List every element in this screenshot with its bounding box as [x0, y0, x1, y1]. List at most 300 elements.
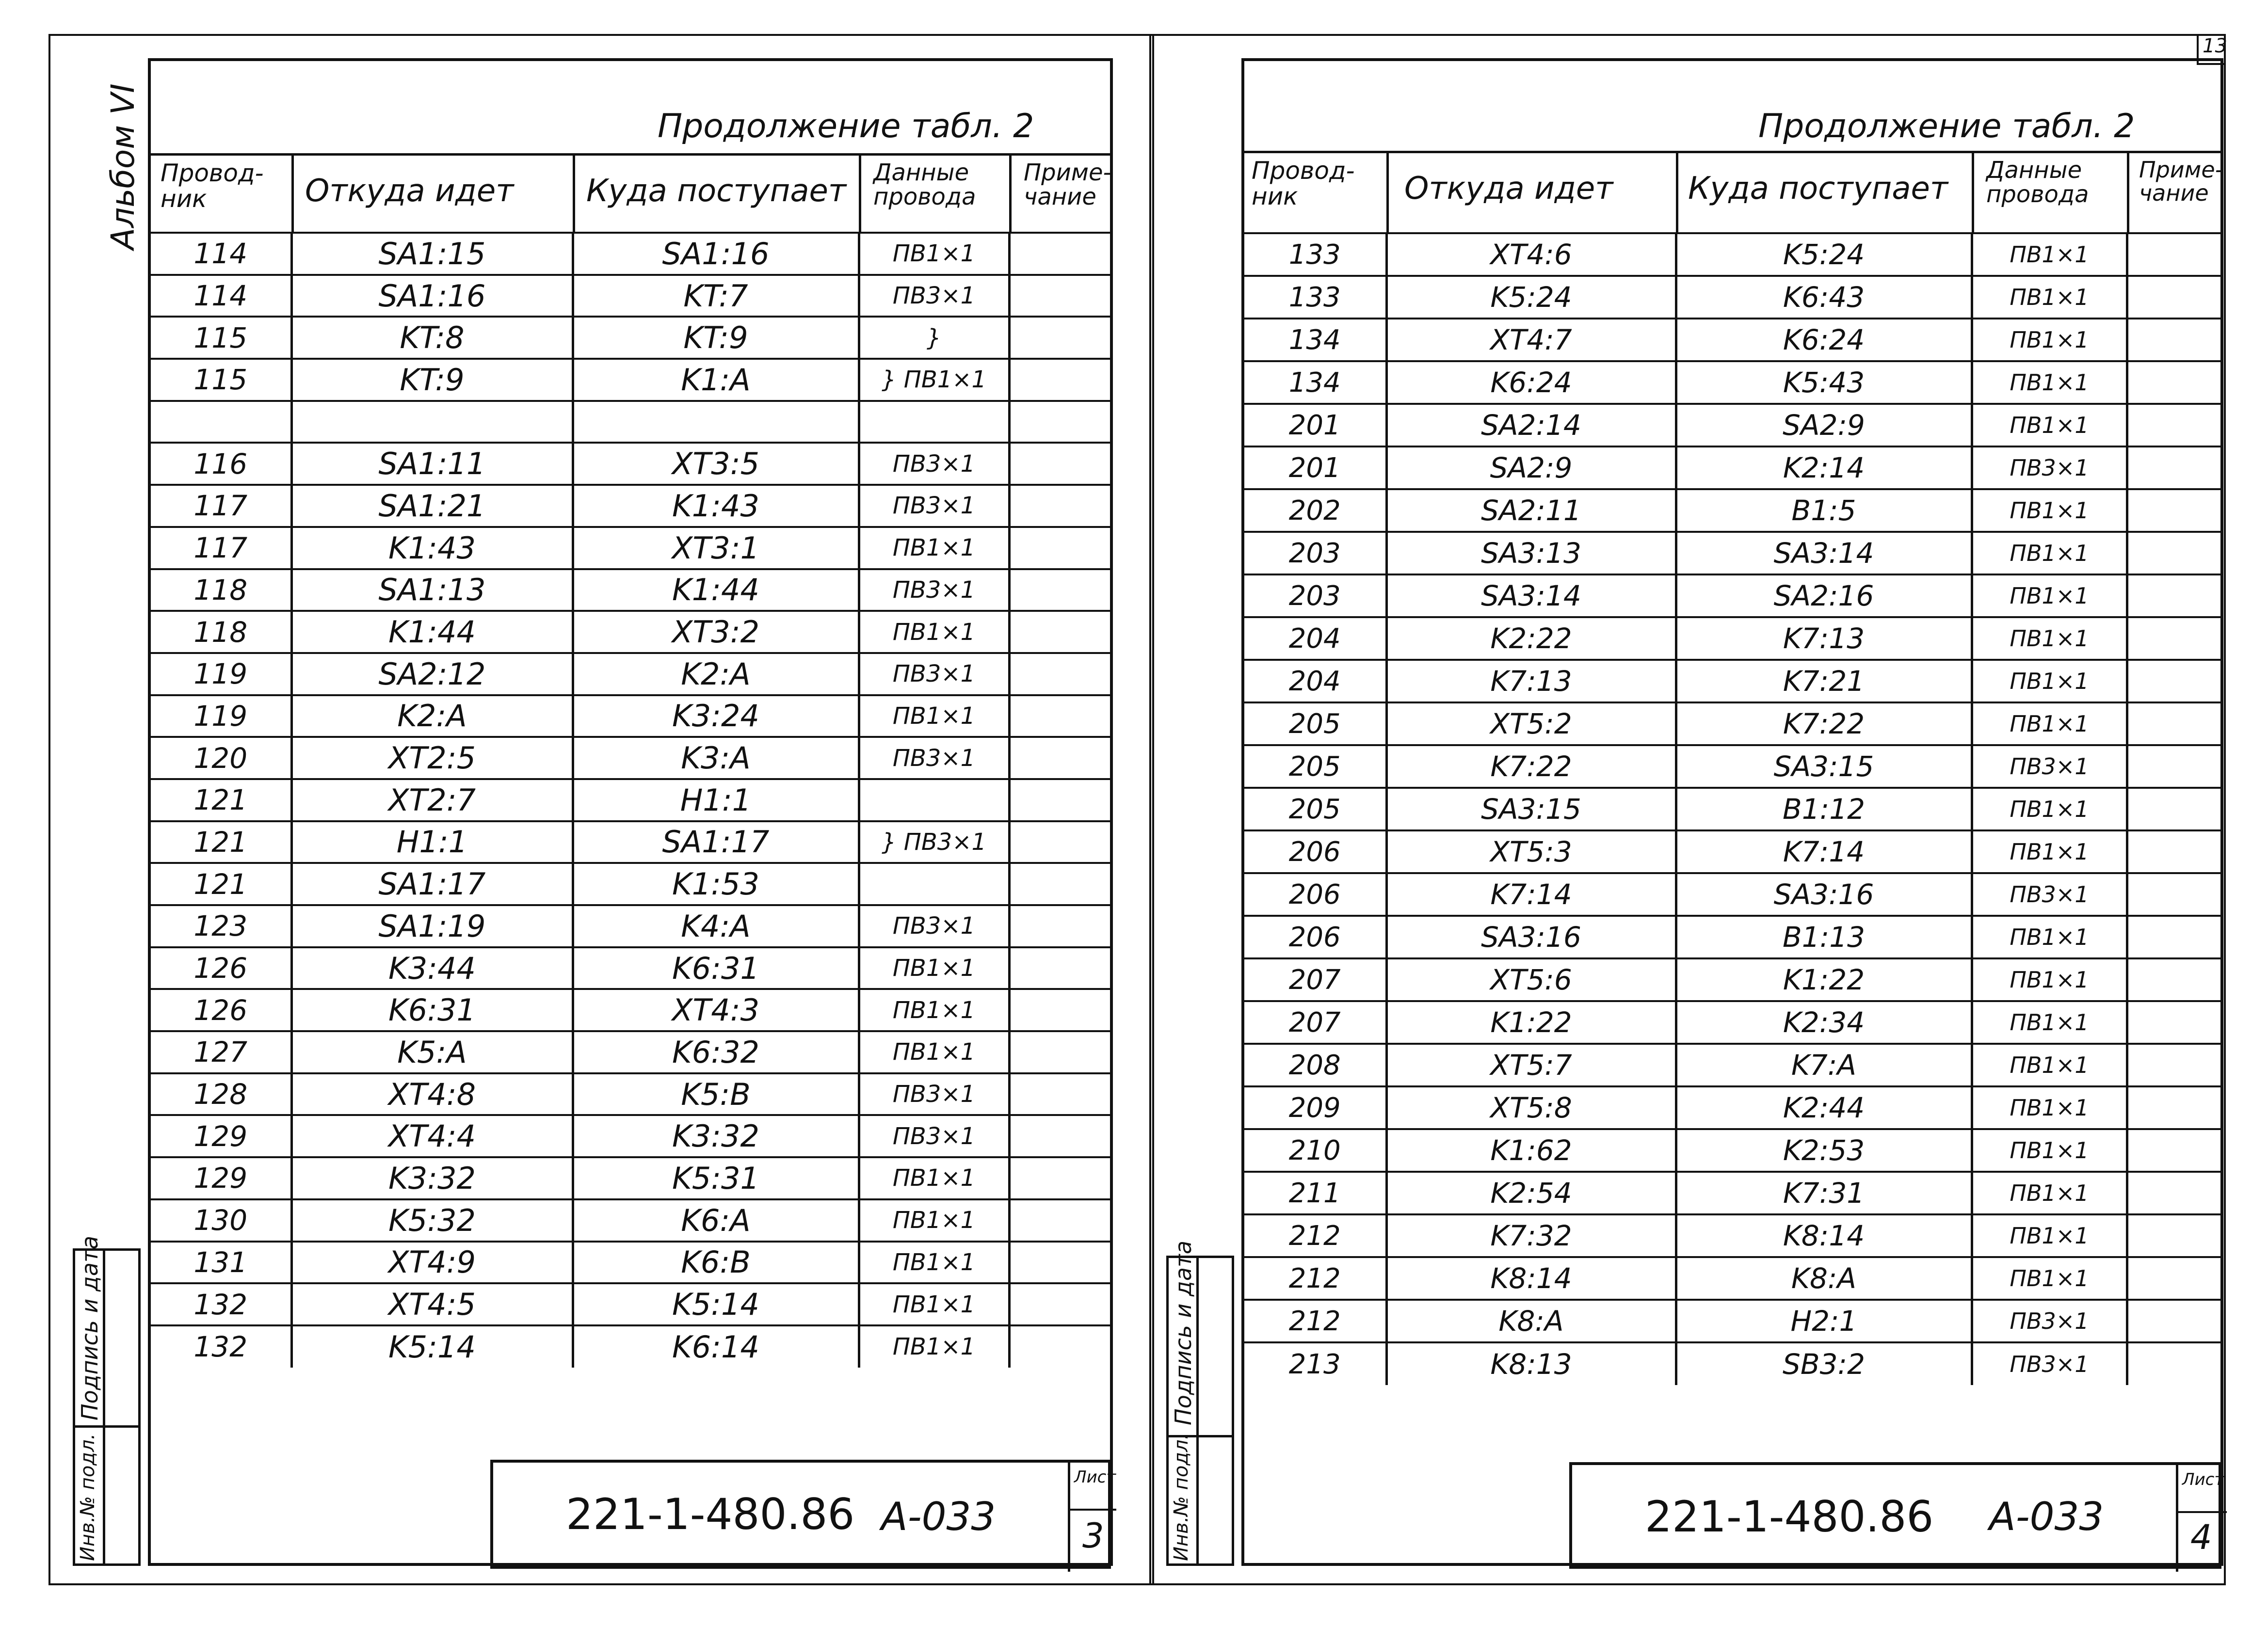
right-sheet-label: Лист	[2182, 1470, 2224, 1489]
right-table-row	[1244, 446, 2221, 489]
left-table-row	[151, 779, 1111, 821]
left-cell-note	[1009, 1031, 1111, 1073]
left-cell-wire: 115	[151, 317, 291, 359]
left-cell-wire-data: ПВ3×1	[859, 443, 1009, 485]
right-table-row	[1244, 1214, 2221, 1257]
right-table-row	[1244, 958, 2221, 1001]
left-cell-note	[1009, 569, 1111, 611]
left-cell-wire: 119	[151, 695, 291, 737]
right-cell-wire: 206	[1244, 830, 1386, 873]
right-cell-note	[2127, 745, 2221, 788]
left-cell-from: K5:32	[291, 1199, 573, 1242]
right-cell-to: K7:A	[1676, 1044, 1972, 1086]
left-cell-wire-data: ПВ3×1	[859, 737, 1009, 779]
left-cell-from: KT:9	[291, 359, 573, 401]
left-cell-note	[1009, 821, 1111, 863]
left-cell-note	[1009, 737, 1111, 779]
right-inventory-label: Инв.№ подл.	[1170, 1433, 1192, 1561]
left-header-to: Куда поступает	[586, 173, 847, 209]
right-header-divider-4	[2127, 151, 2129, 232]
left-cell-to: K6:B	[573, 1242, 859, 1284]
right-cell-note	[2127, 702, 2221, 745]
left-sheet-label: Лист	[1074, 1467, 1116, 1487]
right-cell-wire-data: ПВ1×1	[1972, 916, 2127, 958]
right-table-row	[1244, 788, 2221, 830]
right-cell-note	[2127, 1214, 2221, 1257]
right-cell-to: B1:13	[1676, 916, 1972, 958]
left-cell-wire-data: ПВ1×1	[859, 527, 1009, 569]
left-cell-to: K5:B	[573, 1073, 859, 1116]
right-cell-to: K2:34	[1676, 1001, 1972, 1044]
right-cell-wire-data: ПВ1×1	[1972, 617, 2127, 660]
left-cell-note	[1009, 1325, 1111, 1368]
right-cell-note	[2127, 916, 2221, 958]
left-cell-from: SA1:15	[291, 233, 573, 275]
right-cell-note	[2127, 873, 2221, 916]
left-doc-code: А-033	[881, 1494, 996, 1539]
right-cell-to: K7:21	[1676, 660, 1972, 702]
left-doc-number: 221-1-480.86	[566, 1489, 855, 1539]
left-header-wire: Провод- ник	[161, 159, 264, 213]
right-cell-to: K2:53	[1676, 1129, 1972, 1172]
right-cell-note	[2127, 233, 2221, 276]
right-cell-note	[2127, 489, 2221, 532]
right-table-row	[1244, 1300, 2221, 1342]
right-cell-to: K2:44	[1676, 1086, 1972, 1129]
left-cell-from: K2:A	[291, 695, 573, 737]
album-label: Альбом VI	[104, 83, 142, 250]
left-header-divider-1	[291, 153, 294, 232]
right-cell-from: SA3:15	[1386, 788, 1676, 830]
left-cell-wire: 127	[151, 1031, 291, 1073]
left-cell-wire-data: ПВ1×1	[859, 233, 1009, 275]
left-table-row	[151, 1031, 1111, 1073]
right-table-row	[1244, 489, 2221, 532]
right-table-row	[1244, 532, 2221, 574]
right-cell-from: SA3:14	[1386, 574, 1676, 617]
left-cell-wire: 123	[151, 905, 291, 947]
left-cell-note	[1009, 779, 1111, 821]
right-cell-wire-data: ПВ3×1	[1972, 745, 2127, 788]
right-cell-from: K1:62	[1386, 1129, 1676, 1172]
right-table-row	[1244, 319, 2221, 361]
right-table-row	[1244, 276, 2221, 319]
right-cell-to: K7:14	[1676, 830, 1972, 873]
left-header-note: Приме- чание	[1024, 159, 1111, 211]
left-table-row	[151, 569, 1111, 611]
right-cell-note	[2127, 788, 2221, 830]
right-cell-note	[2127, 1086, 2221, 1129]
left-cell-from: K1:43	[291, 527, 573, 569]
right-cell-to: SA3:15	[1676, 745, 1972, 788]
right-cell-wire: 133	[1244, 276, 1386, 319]
right-cell-wire: 212	[1244, 1257, 1386, 1300]
right-cell-note	[2127, 660, 2221, 702]
right-cell-note	[2127, 1129, 2221, 1172]
right-cell-wire-data: ПВ1×1	[1972, 574, 2127, 617]
right-cell-wire: 134	[1244, 361, 1386, 404]
left-cell-wire-data: ПВ1×1	[859, 1031, 1009, 1073]
left-cell-note	[1009, 863, 1111, 905]
left-cell-from: KT:8	[291, 317, 573, 359]
left-signature-label: Подпись и дата	[77, 1235, 103, 1420]
right-table-row	[1244, 1342, 2221, 1385]
left-cell-to: K5:31	[573, 1157, 859, 1199]
right-cell-from: XT5:7	[1386, 1044, 1676, 1086]
right-cell-wire-data: ПВ1×1	[1972, 830, 2127, 873]
left-sheet-box	[1068, 1463, 1116, 1572]
right-cell-wire-data: ПВ1×1	[1972, 788, 2127, 830]
right-cell-from: XT5:8	[1386, 1086, 1676, 1129]
right-cell-wire: 205	[1244, 745, 1386, 788]
left-cell-note	[1009, 1073, 1111, 1116]
right-table-row	[1244, 233, 2221, 276]
left-cell-wire-data: ПВ1×1	[859, 989, 1009, 1031]
right-cell-wire-data: ПВ1×1	[1972, 319, 2127, 361]
right-cell-note	[2127, 276, 2221, 319]
right-cell-from: K1:22	[1386, 1001, 1676, 1044]
right-cell-to: K7:31	[1676, 1172, 1972, 1214]
right-cell-from: XT5:6	[1386, 958, 1676, 1001]
right-cell-to: SB3:2	[1676, 1342, 1972, 1385]
right-table-row	[1244, 660, 2221, 702]
left-cell-wire: 132	[151, 1283, 291, 1325]
left-table-row	[151, 233, 1111, 275]
left-cell-wire: 117	[151, 527, 291, 569]
right-table-row	[1244, 404, 2221, 446]
corner-number: 13	[2203, 35, 2227, 57]
right-cell-from: XT4:7	[1386, 319, 1676, 361]
left-cell-to: K3:32	[573, 1115, 859, 1157]
left-cell-wire: 118	[151, 569, 291, 611]
left-table-row	[151, 527, 1111, 569]
left-cell-from: XT4:8	[291, 1073, 573, 1116]
left-cell-note	[1009, 275, 1111, 317]
left-cell-wire: 121	[151, 863, 291, 905]
left-cell-note	[1009, 1157, 1111, 1199]
left-cell-wire: 129	[151, 1157, 291, 1199]
right-cell-to: K6:43	[1676, 276, 1972, 319]
right-cell-wire: 206	[1244, 916, 1386, 958]
left-cell-wire-data: ПВ1×1	[859, 947, 1009, 989]
left-cell-from: SA1:21	[291, 485, 573, 527]
left-cell-wire: 126	[151, 947, 291, 989]
right-cell-to: K5:43	[1676, 361, 1972, 404]
right-cell-wire: 213	[1244, 1342, 1386, 1385]
right-cell-wire-data: ПВ1×1	[1972, 276, 2127, 319]
right-cell-to: K7:13	[1676, 617, 1972, 660]
right-cell-wire-data: ПВ1×1	[1972, 532, 2127, 574]
right-table-row	[1244, 617, 2221, 660]
left-table-row	[151, 443, 1111, 485]
right-cell-from: K7:13	[1386, 660, 1676, 702]
right-header-divider-2	[1676, 151, 1678, 232]
right-doc-code: А-033	[1989, 1494, 2104, 1539]
right-cell-to: K8:14	[1676, 1214, 1972, 1257]
right-cell-note	[2127, 532, 2221, 574]
left-sheet-number: 3	[1082, 1516, 1104, 1556]
left-table-row	[151, 947, 1111, 989]
right-cell-wire-data: ПВ1×1	[1972, 1086, 2127, 1129]
left-cell-wire-data: ПВ3×1	[859, 1073, 1009, 1116]
right-table-row	[1244, 1172, 2221, 1214]
left-cell-wire: 126	[151, 989, 291, 1031]
right-cell-wire: 208	[1244, 1044, 1386, 1086]
left-cell-to: XT3:1	[573, 527, 859, 569]
right-cell-wire: 133	[1244, 233, 1386, 276]
right-cell-wire-data: ПВ1×1	[1972, 1257, 2127, 1300]
left-cell-wire: 130	[151, 1199, 291, 1242]
left-cell-from: K6:31	[291, 989, 573, 1031]
left-table-row	[151, 863, 1111, 905]
left-cell-to: KT:7	[573, 275, 859, 317]
left-cell-from: XT2:5	[291, 737, 573, 779]
left-cell-note	[1009, 1242, 1111, 1284]
right-cell-from: K8:13	[1386, 1342, 1676, 1385]
left-table-row	[151, 275, 1111, 317]
left-cell-wire-data: ПВ1×1	[859, 695, 1009, 737]
right-cell-wire: 201	[1244, 446, 1386, 489]
right-cell-from: SA2:11	[1386, 489, 1676, 532]
left-cell-wire: 121	[151, 779, 291, 821]
right-cell-to: K2:14	[1676, 446, 1972, 489]
left-cell-wire: 114	[151, 275, 291, 317]
left-cell-from: SA1:19	[291, 905, 573, 947]
left-cell-wire-data	[859, 779, 1009, 821]
right-cell-wire: 204	[1244, 617, 1386, 660]
right-cell-wire-data: ПВ1×1	[1972, 1129, 2127, 1172]
right-cell-wire-data: ПВ1×1	[1972, 1172, 2127, 1214]
left-wire-table	[151, 232, 1111, 1368]
left-cell-from: XT4:5	[291, 1283, 573, 1325]
left-cell-from: SA1:13	[291, 569, 573, 611]
left-cell-from: SA2:12	[291, 653, 573, 695]
left-side-divider	[73, 1425, 141, 1428]
right-cell-note	[2127, 446, 2221, 489]
right-table-row	[1244, 1001, 2221, 1044]
right-cell-from: SA3:16	[1386, 916, 1676, 958]
left-table-row	[151, 653, 1111, 695]
right-cell-wire: 212	[1244, 1300, 1386, 1342]
right-cell-to: SA2:9	[1676, 404, 1972, 446]
right-table-row	[1244, 1044, 2221, 1086]
left-title-stamp	[490, 1460, 1116, 1569]
left-cell-wire-data: } ПВ3×1	[859, 821, 1009, 863]
left-cell-note	[1009, 1283, 1111, 1325]
right-cell-to: K8:A	[1676, 1257, 1972, 1300]
left-cell-wire: 119	[151, 653, 291, 695]
right-header-data: Данные провода	[1986, 157, 2089, 208]
right-cell-from: XT5:3	[1386, 830, 1676, 873]
right-cell-note	[2127, 404, 2221, 446]
right-table-row	[1244, 1086, 2221, 1129]
right-cell-from: K2:54	[1386, 1172, 1676, 1214]
right-cell-wire-data: ПВ1×1	[1972, 233, 2127, 276]
right-table-row	[1244, 361, 2221, 404]
right-wire-table	[1244, 232, 2221, 1385]
right-cell-from: K7:22	[1386, 745, 1676, 788]
right-cell-wire: 204	[1244, 660, 1386, 702]
left-header-data: Данные провода	[873, 159, 976, 211]
left-cell-from: SA1:11	[291, 443, 573, 485]
left-cell-to: K3:24	[573, 695, 859, 737]
left-cell-to: K1:53	[573, 863, 859, 905]
right-cell-wire-data: ПВ3×1	[1972, 1300, 2127, 1342]
right-cell-note	[2127, 830, 2221, 873]
right-side-vline	[1196, 1256, 1199, 1566]
left-table-row	[151, 1325, 1111, 1368]
left-caption: Продолжение табл. 2	[658, 107, 1034, 145]
right-sheet-number: 4	[2190, 1517, 2212, 1557]
right-cell-from: XT4:6	[1386, 233, 1676, 276]
left-table-row	[151, 1073, 1111, 1116]
left-table-row	[151, 695, 1111, 737]
left-cell-to: K1:A	[573, 359, 859, 401]
right-cell-note	[2127, 361, 2221, 404]
right-cell-note	[2127, 1044, 2221, 1086]
left-cell-wire-data: ПВ3×1	[859, 275, 1009, 317]
left-cell-wire-data: ПВ1×1	[859, 1242, 1009, 1284]
left-cell-to: K6:31	[573, 947, 859, 989]
right-cell-wire-data: ПВ1×1	[1972, 702, 2127, 745]
right-cell-wire: 202	[1244, 489, 1386, 532]
left-cell-from: K5:A	[291, 1031, 573, 1073]
left-cell-to: K1:43	[573, 485, 859, 527]
right-cell-from: K6:24	[1386, 361, 1676, 404]
left-cell-from: SA1:16	[291, 275, 573, 317]
left-cell-wire-data: ПВ3×1	[859, 653, 1009, 695]
right-cell-wire-data: ПВ1×1	[1972, 489, 2127, 532]
right-sheet-box	[2176, 1465, 2227, 1572]
left-cell-to: K6:A	[573, 1199, 859, 1242]
left-cell-wire: 120	[151, 737, 291, 779]
left-table-row	[151, 485, 1111, 527]
right-cell-wire: 203	[1244, 532, 1386, 574]
right-cell-wire-data: ПВ1×1	[1972, 1044, 2127, 1086]
right-cell-to: SA3:16	[1676, 873, 1972, 916]
left-inventory-label: Инв.№ подл.	[77, 1433, 99, 1561]
right-cell-note	[2127, 1300, 2221, 1342]
right-cell-wire: 207	[1244, 958, 1386, 1001]
right-cell-wire-data: ПВ3×1	[1972, 873, 2127, 916]
right-cell-wire-data: ПВ1×1	[1972, 404, 2127, 446]
right-header-divider-3	[1972, 151, 1974, 232]
left-table-row	[151, 401, 1111, 443]
right-cell-from: K7:14	[1386, 873, 1676, 916]
left-cell-from	[291, 401, 573, 443]
left-cell-wire-data: ПВ3×1	[859, 1115, 1009, 1157]
right-cell-to: B1:5	[1676, 489, 1972, 532]
right-header-to: Куда поступает	[1688, 171, 1948, 207]
right-table-row	[1244, 873, 2221, 916]
left-cell-to: K5:14	[573, 1283, 859, 1325]
right-table-row	[1244, 1129, 2221, 1172]
right-cell-note	[2127, 319, 2221, 361]
left-cell-from: XT4:4	[291, 1115, 573, 1157]
left-cell-from: K3:32	[291, 1157, 573, 1199]
right-cell-from: K5:24	[1386, 276, 1676, 319]
left-cell-note	[1009, 989, 1111, 1031]
left-cell-to: XT3:2	[573, 611, 859, 653]
right-signature-label: Подпись и дата	[1170, 1240, 1196, 1425]
right-sheet	[1241, 58, 2223, 1566]
right-cell-from: K7:32	[1386, 1214, 1676, 1257]
left-table-row	[151, 317, 1111, 359]
right-cell-wire: 207	[1244, 1001, 1386, 1044]
left-cell-to: K4:A	[573, 905, 859, 947]
right-header-top-rule	[1244, 151, 2221, 153]
right-cell-to: K5:24	[1676, 233, 1972, 276]
left-cell-note	[1009, 233, 1111, 275]
left-cell-from: SA1:17	[291, 863, 573, 905]
left-cell-wire: 117	[151, 485, 291, 527]
right-doc-number: 221-1-480.86	[1645, 1492, 1934, 1542]
left-cell-note	[1009, 317, 1111, 359]
left-table-row	[151, 989, 1111, 1031]
right-cell-from: K8:14	[1386, 1257, 1676, 1300]
right-cell-note	[2127, 1172, 2221, 1214]
right-cell-from: XT5:2	[1386, 702, 1676, 745]
left-cell-to: K2:A	[573, 653, 859, 695]
left-cell-to	[573, 401, 859, 443]
left-cell-note	[1009, 485, 1111, 527]
left-sheet	[148, 58, 1116, 1566]
right-caption: Продолжение табл. 2	[1758, 107, 2135, 145]
right-cell-note	[2127, 1001, 2221, 1044]
left-table-row	[151, 737, 1111, 779]
left-cell-wire-data: ПВ1×1	[859, 611, 1009, 653]
left-cell-to: K1:44	[573, 569, 859, 611]
left-cell-note	[1009, 947, 1111, 989]
right-table-row	[1244, 1257, 2221, 1300]
right-cell-wire: 212	[1244, 1214, 1386, 1257]
left-cell-from: XT4:9	[291, 1242, 573, 1284]
left-cell-to: SA1:17	[573, 821, 859, 863]
left-cell-from: K1:44	[291, 611, 573, 653]
right-cell-from: SA2:14	[1386, 404, 1676, 446]
right-cell-to: K6:24	[1676, 319, 1972, 361]
left-cell-wire-data: ПВ3×1	[859, 569, 1009, 611]
left-table-row	[151, 359, 1111, 401]
left-cell-note	[1009, 611, 1111, 653]
right-cell-wire: 206	[1244, 873, 1386, 916]
left-table-row	[151, 821, 1111, 863]
left-cell-wire-data: ПВ3×1	[859, 905, 1009, 947]
right-cell-to: K7:22	[1676, 702, 1972, 745]
right-cell-to: SA2:16	[1676, 574, 1972, 617]
right-cell-note	[2127, 617, 2221, 660]
right-cell-wire: 210	[1244, 1129, 1386, 1172]
left-table-row	[151, 905, 1111, 947]
right-cell-from: SA3:13	[1386, 532, 1676, 574]
left-cell-wire-data	[859, 863, 1009, 905]
left-cell-wire-data: ПВ1×1	[859, 1283, 1009, 1325]
right-cell-wire-data: ПВ1×1	[1972, 1001, 2127, 1044]
left-cell-wire: 118	[151, 611, 291, 653]
left-cell-to: H1:1	[573, 779, 859, 821]
right-table-row	[1244, 745, 2221, 788]
left-cell-to: SA1:16	[573, 233, 859, 275]
left-cell-from: H1:1	[291, 821, 573, 863]
right-cell-note	[2127, 958, 2221, 1001]
left-cell-wire: 115	[151, 359, 291, 401]
left-cell-wire-data	[859, 401, 1009, 443]
left-header-from: Откуда идет	[305, 173, 514, 209]
right-header-wire: Провод- ник	[1252, 157, 1355, 210]
left-cell-from: K5:14	[291, 1325, 573, 1368]
left-cell-note	[1009, 1115, 1111, 1157]
left-cell-wire-data: }	[859, 317, 1009, 359]
